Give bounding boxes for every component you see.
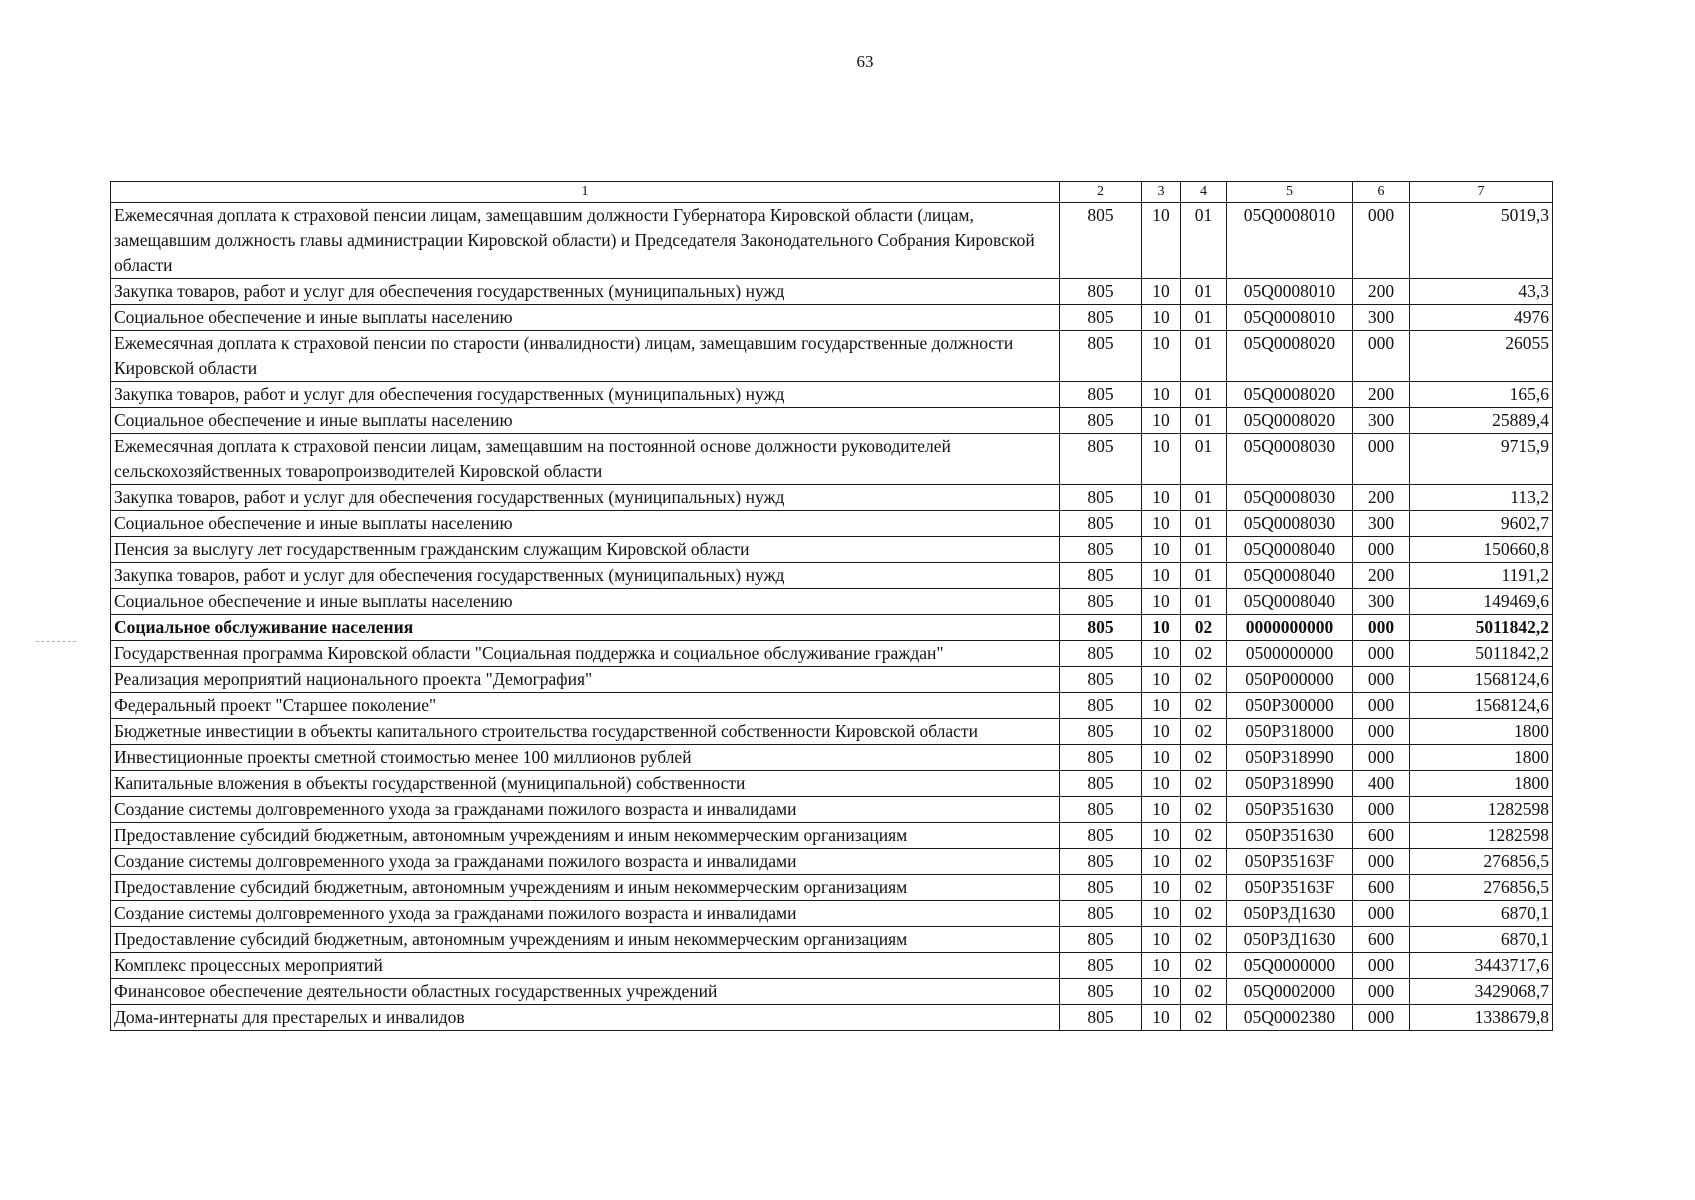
subsection-code-cell: 02 — [1181, 771, 1227, 797]
ministry-code-cell: 805 — [1060, 1005, 1142, 1031]
target-article-cell: 05Q0008030 — [1227, 485, 1353, 511]
subsection-code-cell: 02 — [1181, 927, 1227, 953]
table-row — [111, 1005, 1553, 1031]
amount-cell: 5019,3 — [1410, 203, 1553, 279]
amount-cell: 6870,1 — [1410, 901, 1553, 927]
ministry-code-cell: 805 — [1060, 305, 1142, 331]
expense-type-cell: 400 — [1353, 771, 1410, 797]
row-name-cell: Комплекс процессных мероприятий — [111, 953, 1060, 979]
table-row — [111, 589, 1553, 615]
amount-cell: 9715,9 — [1410, 434, 1553, 485]
subsection-code-cell: 01 — [1181, 589, 1227, 615]
row-name-cell: Закупка товаров, работ и услуг для обеспечения государственных (муниципальных) нужд — [111, 485, 1060, 511]
target-article-cell: 050P000000 — [1227, 667, 1353, 693]
expense-type-cell: 000 — [1353, 331, 1410, 382]
row-name-cell: Социальное обеспечение и иные выплаты населению — [111, 408, 1060, 434]
row-name-cell: Закупка товаров, работ и услуг для обеспечения государственных (муниципальных) нужд — [111, 279, 1060, 305]
subsection-code-cell: 01 — [1181, 305, 1227, 331]
subsection-code-cell: 01 — [1181, 203, 1227, 279]
table-row — [111, 693, 1553, 719]
subsection-code-cell: 02 — [1181, 979, 1227, 1005]
table-row — [111, 875, 1553, 901]
expense-type-cell: 200 — [1353, 279, 1410, 305]
ministry-code-cell: 805 — [1060, 849, 1142, 875]
amount-cell: 1568124,6 — [1410, 693, 1553, 719]
column-header: 2 — [1060, 182, 1142, 203]
section-code-cell: 10 — [1142, 485, 1181, 511]
table-body — [111, 203, 1553, 1031]
amount-cell: 6870,1 — [1410, 927, 1553, 953]
budget-table — [110, 181, 1553, 1031]
table-row — [111, 279, 1553, 305]
table-row — [111, 615, 1553, 641]
amount-cell: 4976 — [1410, 305, 1553, 331]
target-article-cell: 050P351630 — [1227, 797, 1353, 823]
expense-type-cell: 200 — [1353, 382, 1410, 408]
table-row — [111, 823, 1553, 849]
table-header-row — [111, 182, 1553, 203]
target-article-cell: 05Q0008030 — [1227, 434, 1353, 485]
target-article-cell: 05Q0008040 — [1227, 537, 1353, 563]
ministry-code-cell: 805 — [1060, 537, 1142, 563]
target-article-cell: 050P3Д1630 — [1227, 927, 1353, 953]
table-row — [111, 434, 1553, 485]
row-name-cell: Социальное обеспечение и иные выплаты населению — [111, 589, 1060, 615]
subsection-code-cell: 01 — [1181, 279, 1227, 305]
target-article-cell: 050P351630 — [1227, 823, 1353, 849]
amount-cell: 1338679,8 — [1410, 1005, 1553, 1031]
amount-cell: 1282598 — [1410, 823, 1553, 849]
section-code-cell: 10 — [1142, 771, 1181, 797]
ministry-code-cell: 805 — [1060, 563, 1142, 589]
table-row — [111, 849, 1553, 875]
ministry-code-cell: 805 — [1060, 979, 1142, 1005]
row-name-cell: Бюджетные инвестиции в объекты капитального строительства государственной собственности Кировской области — [111, 719, 1060, 745]
expense-type-cell: 000 — [1353, 693, 1410, 719]
section-code-cell: 10 — [1142, 693, 1181, 719]
amount-cell: 1800 — [1410, 771, 1553, 797]
section-code-cell: 10 — [1142, 797, 1181, 823]
table-row — [111, 901, 1553, 927]
expense-type-cell: 000 — [1353, 979, 1410, 1005]
section-code-cell: 10 — [1142, 641, 1181, 667]
expense-type-cell: 000 — [1353, 434, 1410, 485]
table-row — [111, 719, 1553, 745]
target-article-cell: 050P300000 — [1227, 693, 1353, 719]
ministry-code-cell: 805 — [1060, 745, 1142, 771]
row-name-cell: Государственная программа Кировской области "Социальная поддержка и социальное обслуживание граждан" — [111, 641, 1060, 667]
row-name-cell: Социальное обеспечение и иные выплаты населению — [111, 511, 1060, 537]
amount-cell: 5011842,2 — [1410, 641, 1553, 667]
section-code-cell: 10 — [1142, 382, 1181, 408]
ministry-code-cell: 805 — [1060, 511, 1142, 537]
target-article-cell: 050P318000 — [1227, 719, 1353, 745]
section-code-cell: 10 — [1142, 589, 1181, 615]
subsection-code-cell: 02 — [1181, 693, 1227, 719]
subsection-code-cell: 02 — [1181, 641, 1227, 667]
subsection-code-cell: 02 — [1181, 823, 1227, 849]
section-code-cell: 10 — [1142, 408, 1181, 434]
ministry-code-cell: 805 — [1060, 875, 1142, 901]
subsection-code-cell: 01 — [1181, 331, 1227, 382]
ministry-code-cell: 805 — [1060, 279, 1142, 305]
row-name-cell: Ежемесячная доплата к страховой пенсии лицам, замещавшим на постоянной основе должности руководителей сельскохозяйственных товаропроизводителей Кировской области — [111, 434, 1060, 485]
column-header: 6 — [1353, 182, 1410, 203]
ministry-code-cell: 805 — [1060, 771, 1142, 797]
scan-artifact-mark — [36, 641, 76, 646]
expense-type-cell: 000 — [1353, 745, 1410, 771]
table-row — [111, 203, 1553, 279]
ministry-code-cell: 805 — [1060, 901, 1142, 927]
expense-type-cell: 000 — [1353, 797, 1410, 823]
amount-cell: 150660,8 — [1410, 537, 1553, 563]
target-article-cell: 05Q0008040 — [1227, 589, 1353, 615]
section-code-cell: 10 — [1142, 1005, 1181, 1031]
section-code-cell: 10 — [1142, 901, 1181, 927]
amount-cell: 5011842,2 — [1410, 615, 1553, 641]
table-row — [111, 485, 1553, 511]
ministry-code-cell: 805 — [1060, 382, 1142, 408]
row-name-cell: Ежемесячная доплата к страховой пенсии по старости (инвалидности) лицам, замещавшим государственные должности Кировской области — [111, 331, 1060, 382]
ministry-code-cell: 805 — [1060, 615, 1142, 641]
table-row — [111, 797, 1553, 823]
expense-type-cell: 600 — [1353, 875, 1410, 901]
ministry-code-cell: 805 — [1060, 408, 1142, 434]
expense-type-cell: 300 — [1353, 589, 1410, 615]
ministry-code-cell: 805 — [1060, 927, 1142, 953]
subsection-code-cell: 01 — [1181, 563, 1227, 589]
subsection-code-cell: 02 — [1181, 719, 1227, 745]
table-row — [111, 953, 1553, 979]
target-article-cell: 050P3Д1630 — [1227, 901, 1353, 927]
ministry-code-cell: 805 — [1060, 797, 1142, 823]
target-article-cell: 050P35163F — [1227, 875, 1353, 901]
column-header: 5 — [1227, 182, 1353, 203]
section-code-cell: 10 — [1142, 823, 1181, 849]
row-name-cell: Создание системы долговременного ухода за гражданами пожилого возраста и инвалидами — [111, 797, 1060, 823]
section-code-cell: 10 — [1142, 537, 1181, 563]
expense-type-cell: 000 — [1353, 537, 1410, 563]
expense-type-cell: 300 — [1353, 408, 1410, 434]
amount-cell: 1568124,6 — [1410, 667, 1553, 693]
section-code-cell: 10 — [1142, 719, 1181, 745]
amount-cell: 113,2 — [1410, 485, 1553, 511]
target-article-cell: 05Q0008010 — [1227, 305, 1353, 331]
target-article-cell: 050P318990 — [1227, 771, 1353, 797]
section-code-cell: 10 — [1142, 305, 1181, 331]
subsection-code-cell: 02 — [1181, 667, 1227, 693]
section-code-cell: 10 — [1142, 875, 1181, 901]
expense-type-cell: 300 — [1353, 305, 1410, 331]
row-name-cell: Реализация мероприятий национального проекта "Демография" — [111, 667, 1060, 693]
row-name-cell: Создание системы долговременного ухода за гражданами пожилого возраста и инвалидами — [111, 901, 1060, 927]
expense-type-cell: 000 — [1353, 203, 1410, 279]
row-name-cell: Предоставление субсидий бюджетным, автономным учреждениям и иным некоммерческим организациям — [111, 823, 1060, 849]
page-number: 63 — [856, 52, 874, 71]
column-header: 7 — [1410, 182, 1553, 203]
table-row — [111, 979, 1553, 1005]
ministry-code-cell: 805 — [1060, 693, 1142, 719]
row-name-cell: Социальное обеспечение и иные выплаты населению — [111, 305, 1060, 331]
row-name-cell: Социальное обслуживание населения — [111, 615, 1060, 641]
column-header: 1 — [111, 182, 1060, 203]
row-name-cell: Дома-интернаты для престарелых и инвалидов — [111, 1005, 1060, 1031]
expense-type-cell: 000 — [1353, 1005, 1410, 1031]
amount-cell: 26055 — [1410, 331, 1553, 382]
row-name-cell: Ежемесячная доплата к страховой пенсии лицам, замещавшим должности Губернатора Кировской области (лицам, замещавшим должность главы администрации Кировской области) и Председателя Законодательного Собрания Кировской области — [111, 203, 1060, 279]
table-row — [111, 511, 1553, 537]
row-name-cell: Федеральный проект "Старшее поколение" — [111, 693, 1060, 719]
expense-type-cell: 600 — [1353, 927, 1410, 953]
amount-cell: 25889,4 — [1410, 408, 1553, 434]
target-article-cell: 05Q0002000 — [1227, 979, 1353, 1005]
expense-type-cell: 000 — [1353, 901, 1410, 927]
section-code-cell: 10 — [1142, 434, 1181, 485]
table-row — [111, 641, 1553, 667]
target-article-cell: 050P318990 — [1227, 745, 1353, 771]
column-header: 3 — [1142, 182, 1181, 203]
target-article-cell: 0500000000 — [1227, 641, 1353, 667]
ministry-code-cell: 805 — [1060, 485, 1142, 511]
row-name-cell: Пенсия за выслугу лет государственным гражданским служащим Кировской области — [111, 537, 1060, 563]
table-row — [111, 667, 1553, 693]
amount-cell: 43,3 — [1410, 279, 1553, 305]
section-code-cell: 10 — [1142, 331, 1181, 382]
amount-cell: 9602,7 — [1410, 511, 1553, 537]
subsection-code-cell: 02 — [1181, 745, 1227, 771]
target-article-cell: 05Q0008010 — [1227, 279, 1353, 305]
expense-type-cell: 000 — [1353, 953, 1410, 979]
amount-cell: 1191,2 — [1410, 563, 1553, 589]
target-article-cell: 05Q0008040 — [1227, 563, 1353, 589]
section-code-cell: 10 — [1142, 745, 1181, 771]
section-code-cell: 10 — [1142, 667, 1181, 693]
table-row — [111, 408, 1553, 434]
expense-type-cell: 600 — [1353, 823, 1410, 849]
section-code-cell: 10 — [1142, 203, 1181, 279]
subsection-code-cell: 02 — [1181, 797, 1227, 823]
section-code-cell: 10 — [1142, 849, 1181, 875]
target-article-cell: 05Q0000000 — [1227, 953, 1353, 979]
section-code-cell: 10 — [1142, 563, 1181, 589]
subsection-code-cell: 02 — [1181, 849, 1227, 875]
row-name-cell: Закупка товаров, работ и услуг для обеспечения государственных (муниципальных) нужд — [111, 382, 1060, 408]
subsection-code-cell: 01 — [1181, 382, 1227, 408]
amount-cell: 1800 — [1410, 719, 1553, 745]
amount-cell: 276856,5 — [1410, 875, 1553, 901]
section-code-cell: 10 — [1142, 927, 1181, 953]
ministry-code-cell: 805 — [1060, 719, 1142, 745]
table-row — [111, 382, 1553, 408]
target-article-cell: 05Q0008020 — [1227, 382, 1353, 408]
ministry-code-cell: 805 — [1060, 641, 1142, 667]
ministry-code-cell: 805 — [1060, 589, 1142, 615]
target-article-cell: 05Q0008010 — [1227, 203, 1353, 279]
expense-type-cell: 000 — [1353, 615, 1410, 641]
target-article-cell: 050P35163F — [1227, 849, 1353, 875]
section-code-cell: 10 — [1142, 279, 1181, 305]
amount-cell: 149469,6 — [1410, 589, 1553, 615]
ministry-code-cell: 805 — [1060, 953, 1142, 979]
subsection-code-cell: 02 — [1181, 875, 1227, 901]
expense-type-cell: 000 — [1353, 719, 1410, 745]
subsection-code-cell: 02 — [1181, 901, 1227, 927]
expense-type-cell: 200 — [1353, 563, 1410, 589]
row-name-cell: Создание системы долговременного ухода за гражданами пожилого возраста и инвалидами — [111, 849, 1060, 875]
section-code-cell: 10 — [1142, 615, 1181, 641]
ministry-code-cell: 805 — [1060, 203, 1142, 279]
subsection-code-cell: 02 — [1181, 953, 1227, 979]
amount-cell: 3429068,7 — [1410, 979, 1553, 1005]
amount-cell: 1800 — [1410, 745, 1553, 771]
subsection-code-cell: 02 — [1181, 615, 1227, 641]
expense-type-cell: 000 — [1353, 667, 1410, 693]
section-code-cell: 10 — [1142, 953, 1181, 979]
target-article-cell: 05Q0008030 — [1227, 511, 1353, 537]
table-row — [111, 305, 1553, 331]
subsection-code-cell: 01 — [1181, 485, 1227, 511]
section-code-cell: 10 — [1142, 979, 1181, 1005]
row-name-cell: Закупка товаров, работ и услуг для обеспечения государственных (муниципальных) нужд — [111, 563, 1060, 589]
row-name-cell: Финансовое обеспечение деятельности областных государственных учреждений — [111, 979, 1060, 1005]
ministry-code-cell: 805 — [1060, 823, 1142, 849]
subsection-code-cell: 01 — [1181, 408, 1227, 434]
subsection-code-cell: 01 — [1181, 537, 1227, 563]
subsection-code-cell: 02 — [1181, 1005, 1227, 1031]
row-name-cell: Капитальные вложения в объекты государственной (муниципальной) собственности — [111, 771, 1060, 797]
expense-type-cell: 300 — [1353, 511, 1410, 537]
amount-cell: 1282598 — [1410, 797, 1553, 823]
table-row — [111, 927, 1553, 953]
row-name-cell: Предоставление субсидий бюджетным, автономным учреждениям и иным некоммерческим организациям — [111, 927, 1060, 953]
column-header: 4 — [1181, 182, 1227, 203]
target-article-cell: 05Q0002380 — [1227, 1005, 1353, 1031]
table-row — [111, 563, 1553, 589]
amount-cell: 276856,5 — [1410, 849, 1553, 875]
target-article-cell: 05Q0008020 — [1227, 408, 1353, 434]
section-code-cell: 10 — [1142, 511, 1181, 537]
target-article-cell: 05Q0008020 — [1227, 331, 1353, 382]
subsection-code-cell: 01 — [1181, 434, 1227, 485]
amount-cell: 3443717,6 — [1410, 953, 1553, 979]
table-row — [111, 745, 1553, 771]
row-name-cell: Предоставление субсидий бюджетным, автономным учреждениям и иным некоммерческим организациям — [111, 875, 1060, 901]
expense-type-cell: 200 — [1353, 485, 1410, 511]
expense-type-cell: 000 — [1353, 849, 1410, 875]
row-name-cell: Инвестиционные проекты сметной стоимостью менее 100 миллионов рублей — [111, 745, 1060, 771]
table-row — [111, 537, 1553, 563]
ministry-code-cell: 805 — [1060, 667, 1142, 693]
target-article-cell: 0000000000 — [1227, 615, 1353, 641]
table-row — [111, 771, 1553, 797]
expense-type-cell: 000 — [1353, 641, 1410, 667]
subsection-code-cell: 01 — [1181, 511, 1227, 537]
ministry-code-cell: 805 — [1060, 434, 1142, 485]
amount-cell: 165,6 — [1410, 382, 1553, 408]
table-row — [111, 331, 1553, 382]
ministry-code-cell: 805 — [1060, 331, 1142, 382]
